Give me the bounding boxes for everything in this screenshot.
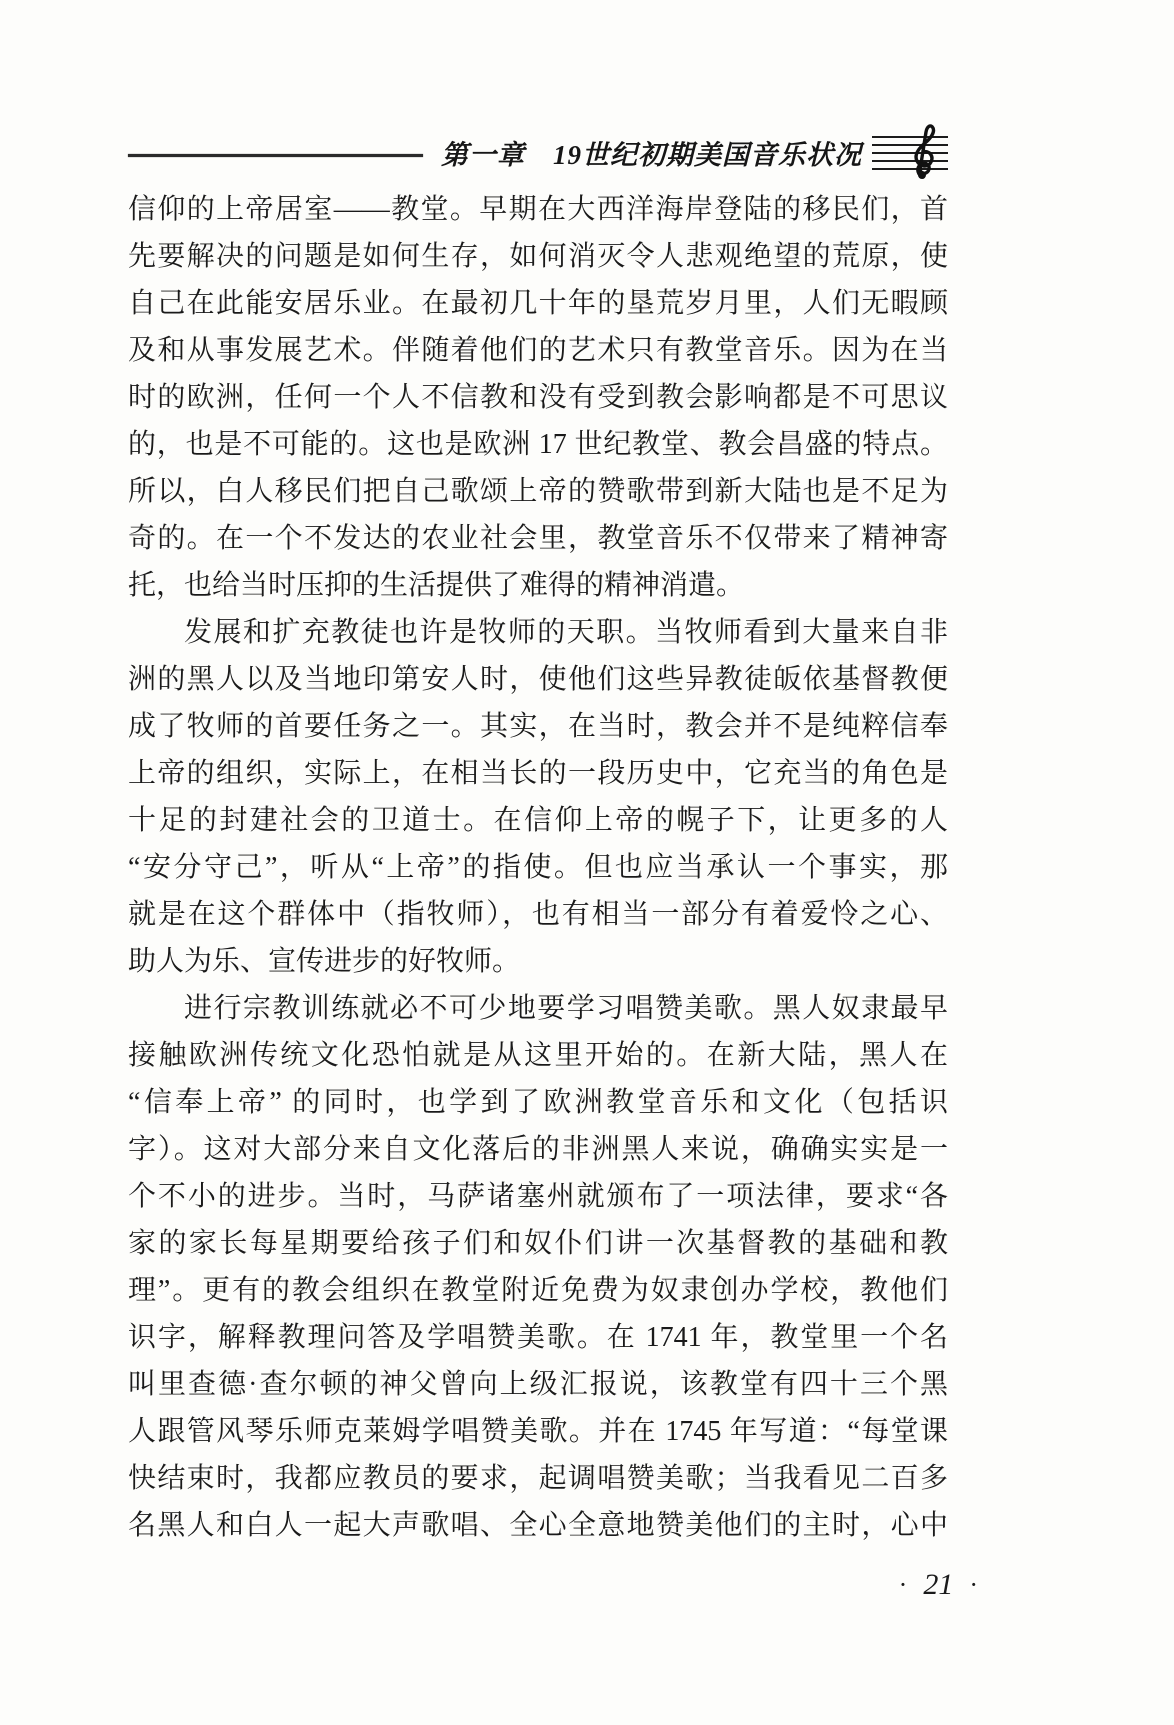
body-text-line: 先要解决的问题是如何生存，如何消灭令人悲观绝望的荒原，使 (128, 241, 948, 272)
body-text-line: 字）。这对大部分来自文化落后的非洲黑人来说，确确实实是一 (128, 1134, 948, 1165)
body-text-line: 进行宗教训练就必不可少地要学习唱赞美歌。黑人奴隶最早 (184, 993, 948, 1024)
body-text-line: 及和从事发展艺术。伴随着他们的艺术只有教堂音乐。因为在当 (128, 335, 948, 366)
body-text-line: 信仰的上帝居室——教堂。早期在大西洋海岸登陆的移民们，首 (128, 194, 948, 225)
body-text-line: “信奉上帝” 的同时，也学到了欧洲教堂音乐和文化（包括识 (128, 1087, 948, 1118)
body-text-line: 识字，解释教理问答及学唱赞美歌。在 1741 年，教堂里一个名 (128, 1322, 948, 1353)
body-text-line: 奇的。在一个不发达的农业社会里，教堂音乐不仅带来了精神寄 (128, 523, 948, 554)
body-text (128, 186, 948, 1549)
body-text-line: 托，也给当时压抑的生活提供了难得的精神消遣。 (128, 570, 745, 601)
body-text-line: 十足的封建社会的卫道士。在信仰上帝的幌子下，让更多的人 (128, 805, 948, 836)
page-number-right-dot: · (969, 1570, 978, 1599)
page-number-left-dot: · (898, 1570, 908, 1599)
body-text-line: 所以，白人移民们把自己歌颂上帝的赞歌带到新大陆也是不足为 (128, 476, 948, 507)
page-footer (899, 1568, 978, 1602)
page-header (128, 118, 950, 186)
body-text-line: 成了牧师的首要任务之一。其实，在当时，教会并不是纯粹信奉 (128, 711, 948, 742)
body-text-line: 洲的黑人以及当地印第安人时，使他们这些异教徒皈依基督教便 (128, 664, 948, 695)
page-number: 21 (923, 1568, 954, 1601)
body-text-line: 叫里查德·查尔顿的神父曾向上级汇报说，该教堂有四十三个黑 (128, 1369, 948, 1400)
body-text-line: 家的家长每星期要给孩子们和奴仆们讲一次基督教的基础和教 (128, 1228, 948, 1259)
body-text-line: 接触欧洲传统文化恐怕就是从这里开始的。在新大陆，黑人在 (128, 1040, 948, 1071)
body-text-line: 发展和扩充教徒也许是牧师的天职。当牧师看到大量来自非 (184, 617, 948, 648)
treble-clef-icon (870, 117, 950, 187)
body-text-line: 个不小的进步。当时，马萨诸塞州就颁布了一项法律，要求“各 (128, 1181, 948, 1212)
body-text-line: 助人为乐、宣传进步的好牧师。 (128, 946, 521, 977)
body-text-line: 人跟管风琴乐师克莱姆学唱赞美歌。并在 1745 年写道：“每堂课 (128, 1416, 948, 1447)
body-text-line: 快结束时，我都应教员的要求，起调唱赞美歌；当我看见二百多 (128, 1463, 948, 1494)
header-rule (128, 154, 423, 157)
body-text-line: 就是在这个群体中（指牧师），也有相当一部分有着爱怜之心、 (128, 899, 948, 930)
body-text-line: “安分守己”，听从“上帝”的指使。但也应当承认一个事实，那 (128, 852, 948, 883)
body-text-line: 名黑人和白人一起大声歌唱、全心全意地赞美他们的主时，心中 (128, 1510, 948, 1541)
body-text-line: 上帝的组织，实际上，在相当长的一段历史中，它充当的角色是 (128, 758, 948, 789)
chapter-heading: 第一章 19世纪初期美国音乐状况 (441, 139, 862, 170)
body-text-line: 自己在此能安居乐业。在最初几十年的垦荒岁月里，人们无暇顾 (128, 288, 948, 319)
body-text-line: 的，也是不可能的。这也是欧洲 17 世纪教堂、教会昌盛的特点。 (128, 429, 948, 460)
body-text-line: 时的欧洲，任何一个人不信教和没有受到教会影响都是不可思议 (128, 382, 948, 413)
body-text-line: 理”。更有的教会组织在教堂附近免费为奴隶创办学校，教他们 (128, 1275, 948, 1306)
